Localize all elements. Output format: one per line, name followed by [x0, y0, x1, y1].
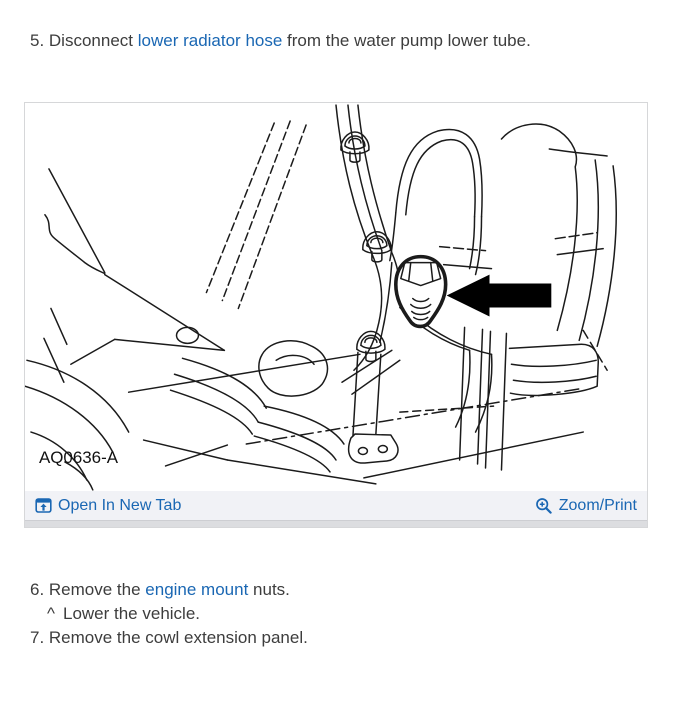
step-7-text: 7. Remove the cowl extension panel. — [30, 628, 308, 647]
step-5-text-suffix: from the water pump lower tube. — [282, 31, 531, 50]
step-6-instruction — [30, 578, 683, 602]
step-6-text-suffix: nuts. — [248, 580, 290, 599]
step-5-text: 5. Disconnect — [30, 31, 138, 50]
zoom-print-label: Zoom/Print — [558, 496, 637, 514]
magnifier-plus-icon — [535, 497, 553, 515]
engine-line-drawing — [25, 103, 647, 491]
instruction-list — [30, 578, 683, 650]
step-6-text: 6. Remove the — [30, 580, 146, 599]
figure-toolbar — [25, 491, 647, 520]
open-in-new-tab-icon — [35, 497, 52, 514]
engine-mount-link[interactable]: engine mount — [145, 580, 249, 599]
figure-id-label: AQ0636-A — [38, 447, 119, 467]
engine-diagram-image — [25, 103, 647, 491]
callout-arrow-icon — [447, 275, 552, 317]
step-7-instruction — [30, 626, 683, 650]
figure-panel — [24, 102, 648, 528]
figure-panel-bottom-edge — [25, 520, 647, 527]
open-in-new-tab-label: Open In New Tab — [58, 496, 182, 514]
open-in-new-tab-button[interactable] — [35, 497, 181, 515]
zoom-print-button[interactable] — [535, 497, 637, 515]
lower-radiator-hose-link[interactable]: lower radiator hose — [137, 31, 283, 50]
substep-marker: ^ — [47, 604, 55, 623]
step-5-instruction — [30, 30, 683, 52]
substep-lower-vehicle — [47, 602, 683, 626]
substep-text: Lower the vehicle. — [62, 604, 201, 623]
